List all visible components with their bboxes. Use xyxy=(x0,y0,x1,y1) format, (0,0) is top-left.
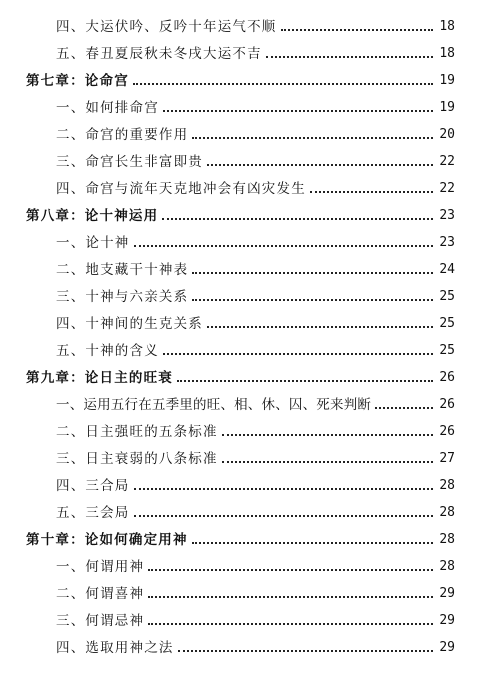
toc-entry-title: 一、如何排命宫 xyxy=(56,100,159,116)
toc-entry-section xyxy=(56,608,455,630)
toc-page-number: 26 xyxy=(439,370,455,385)
toc-page-number: 23 xyxy=(439,208,455,223)
dot-leader xyxy=(148,623,433,625)
toc-page-number: 23 xyxy=(439,235,455,250)
dot-leader xyxy=(266,56,434,58)
toc-page-number: 29 xyxy=(439,640,455,655)
toc-entry-section xyxy=(56,230,455,252)
toc-entry-section xyxy=(56,554,455,576)
dot-leader xyxy=(162,218,433,220)
toc-entry-chapter xyxy=(26,203,455,225)
toc-entry-chapter xyxy=(26,527,455,549)
toc-entry-title: 五、十神的含义 xyxy=(56,343,159,359)
toc-entry-section xyxy=(56,392,455,414)
dot-leader xyxy=(192,137,433,139)
toc-entry-title: 一、论十神 xyxy=(56,235,130,251)
toc-entry-title: 二、命宫的重要作用 xyxy=(56,127,189,143)
toc-entry-title: 四、大运伏吟、反吟十年运气不顺 xyxy=(56,19,277,35)
toc-entry-section xyxy=(56,149,455,171)
dot-leader xyxy=(192,542,434,544)
dot-leader xyxy=(207,164,433,166)
toc-entry-section xyxy=(56,473,455,495)
dot-leader xyxy=(281,29,434,31)
toc-page-number: 20 xyxy=(439,127,455,142)
toc-entry-title: 四、三合局 xyxy=(56,478,130,494)
toc-entry-section xyxy=(56,176,455,198)
toc-entry-section xyxy=(56,41,455,63)
toc-entry-title: 五、春丑夏辰秋未冬戌大运不吉 xyxy=(56,46,262,62)
dot-leader xyxy=(163,353,433,355)
toc-entry-section xyxy=(56,122,455,144)
toc-page-number: 28 xyxy=(439,532,455,547)
toc-entry-section xyxy=(56,581,455,603)
toc-entry-section xyxy=(56,311,455,333)
dot-leader xyxy=(177,380,433,382)
toc-entry-chapter xyxy=(26,365,455,387)
toc-chapter-title: 第八章：论十神运用 xyxy=(26,208,159,224)
toc-page-number: 28 xyxy=(439,559,455,574)
toc-entry-title: 五、三会局 xyxy=(56,505,130,521)
dot-leader xyxy=(310,191,433,193)
dot-leader xyxy=(178,650,434,652)
toc-entry-title: 三、十神与六亲关系 xyxy=(56,289,189,305)
toc-entry-section xyxy=(56,338,455,360)
toc-page-number: 29 xyxy=(439,613,455,628)
toc-entry-section xyxy=(56,446,455,468)
toc-page-number: 27 xyxy=(439,451,455,466)
toc-entry-section xyxy=(56,257,455,279)
toc-entry-chapter xyxy=(26,68,455,90)
toc-entry-section xyxy=(56,635,455,657)
toc-page-number: 25 xyxy=(439,316,455,331)
dot-leader xyxy=(134,245,434,247)
toc-entry-section xyxy=(56,284,455,306)
toc-chapter-title: 第十章：论如何确定用神 xyxy=(26,532,188,548)
toc-entry-title: 四、命宫与流年天克地冲会有凶灾发生 xyxy=(56,181,306,197)
toc-entry-section xyxy=(56,14,455,36)
dot-leader xyxy=(148,569,433,571)
toc-page-number: 18 xyxy=(439,46,455,61)
toc-page-number: 22 xyxy=(439,154,455,169)
toc-page-number: 26 xyxy=(439,397,455,412)
toc-entry-title: 一、运用五行在五季里的旺、相、休、囚、死来判断 xyxy=(56,397,372,413)
toc-entry-title: 四、选取用神之法 xyxy=(56,640,174,656)
dot-leader xyxy=(133,83,433,85)
toc-entry-title: 三、命宫长生非富即贵 xyxy=(56,154,203,170)
dot-leader xyxy=(222,461,434,463)
toc-chapter-title: 第九章：论日主的旺衰 xyxy=(26,370,173,386)
toc-entry-section xyxy=(56,419,455,441)
toc-page-number: 18 xyxy=(439,19,455,34)
toc-page-number: 26 xyxy=(439,424,455,439)
dot-leader xyxy=(375,407,433,409)
dot-leader xyxy=(192,272,433,274)
toc-entry-title: 三、日主衰弱的八条标准 xyxy=(56,451,218,467)
toc-entry-title: 一、何谓用神 xyxy=(56,559,145,575)
toc-entry-title: 二、地支藏干十神表 xyxy=(56,262,189,278)
toc-entry-title: 二、何谓喜神 xyxy=(56,586,145,602)
toc-chapter-title: 第七章：论命宫 xyxy=(26,73,129,89)
toc-entry-title: 三、何谓忌神 xyxy=(56,613,145,629)
dot-leader xyxy=(207,326,433,328)
toc-entry-section xyxy=(56,500,455,522)
dot-leader xyxy=(163,110,433,112)
dot-leader xyxy=(192,299,433,301)
toc-entry-section xyxy=(56,95,455,117)
toc-page-number: 24 xyxy=(439,262,455,277)
dot-leader xyxy=(222,434,434,436)
toc-page-number: 25 xyxy=(439,289,455,304)
dot-leader xyxy=(134,488,434,490)
toc-page-number: 29 xyxy=(439,586,455,601)
toc-entry-title: 四、十神间的生克关系 xyxy=(56,316,203,332)
toc-page-number: 19 xyxy=(439,73,455,88)
toc-page-number: 28 xyxy=(439,478,455,493)
toc-page-number: 28 xyxy=(439,505,455,520)
toc-page-number: 22 xyxy=(439,181,455,196)
toc-page-number: 19 xyxy=(439,100,455,115)
toc-page-number: 25 xyxy=(439,343,455,358)
dot-leader xyxy=(134,515,434,517)
toc-entry-title: 二、日主强旺的五条标准 xyxy=(56,424,218,440)
dot-leader xyxy=(148,596,433,598)
